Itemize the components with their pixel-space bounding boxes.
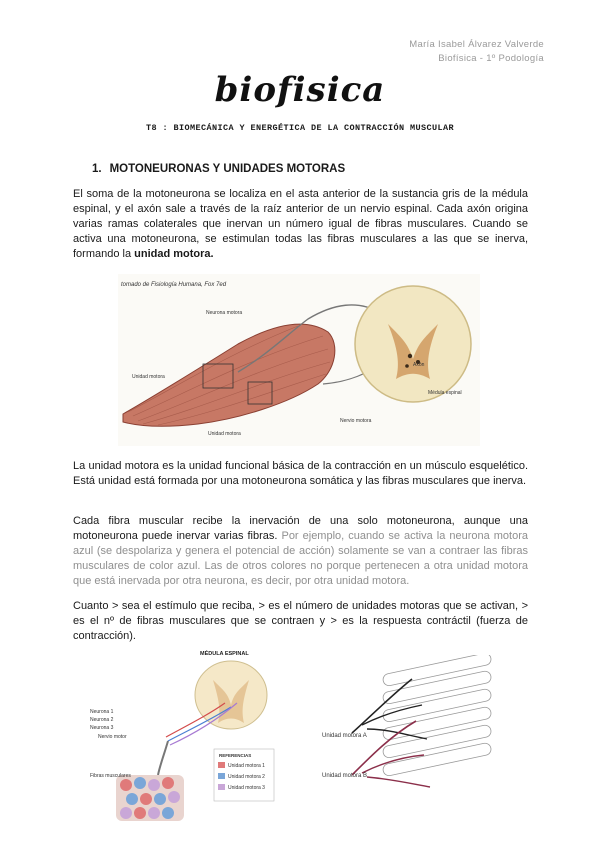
- paragraph-1-text: El soma de la motoneurona se localiza en el asta anterior de la sustancia gris de la médula espinal, y el axón sale a través de la raíz anterior de un nervio espinal. Cada axón origina varias ramas colaterales que inervan un número igual de fibras musculares. Cuando se activa una motoneurona, se estimulan todas las fibras musculares a las que se inerva, formando la: [73, 188, 528, 260]
- neurona-1-label: Neurona 1: [90, 709, 114, 715]
- paragraph-1-bold: unidad motora.: [134, 248, 214, 260]
- section-number: 1.: [92, 163, 102, 175]
- nervio-label: Nervio motora: [340, 418, 372, 424]
- paragraph-2: La unidad motora es la unidad funcional básica de la contracción en un músculo esquelético. Está unidad está formada por una motoneurona somática y las fibras musculares que inerva.: [73, 460, 528, 487]
- legend-swatch-2: [218, 773, 225, 779]
- neurona-2-label: Neurona 2: [90, 717, 114, 723]
- legend-title: REFERENCIAS: [219, 753, 252, 758]
- legend-label-2: Unidad motora 2: [228, 774, 265, 780]
- course-name: Biofísica - 1º Podología: [438, 53, 544, 64]
- motor-unit-figure: [118, 274, 480, 446]
- paragraph-1: [73, 187, 528, 262]
- medula-label: Médula espinal: [428, 390, 462, 396]
- page-header: [409, 38, 544, 66]
- axon-label: Axón: [413, 362, 425, 368]
- legend-swatch-1: [218, 762, 225, 768]
- fibras-label: Fibras musculares: [90, 773, 131, 779]
- unidad-bottom-label: Unidad motora: [208, 431, 241, 437]
- legend-label-1: Unidad motora 1: [228, 763, 265, 769]
- document-subtitle: T8 : BIOMECÁNICA Y ENERGÉTICA DE LA CONTRACCIÓN MUSCULAR: [145, 123, 455, 133]
- legend-label-3: Unidad motora 3: [228, 785, 265, 791]
- paragraph-3-example: Por ejemplo, cuando se activa la neurona motora azul (se despolariza y genera el potencial de acción) solamente se van a contraer las fibras musculares de color azul. Las de otros colores no porque pertenecen a otra unidad motora que está inervada por otra neurona, es decir, por otra unidad motora.: [73, 530, 528, 587]
- paragraph-4: Cuanto > sea el estímulo que reciba, > es el número de unidades motoras que se activan, > es el nº de fibras musculares que se contraen y > es la respuesta contráctil (fuerza de contracción).: [73, 600, 528, 642]
- unidad-b-label: Unidad motora B: [322, 773, 368, 779]
- section-title: MOTONEURONAS Y UNIDADES MOTORAS: [109, 163, 346, 175]
- legend-swatch-3: [218, 784, 225, 790]
- figure2-title: MÉDULA ESPINAL: [200, 651, 249, 657]
- neurona-3-label: Neurona 3: [90, 725, 114, 731]
- neurona-label: Neurona motora: [206, 310, 243, 316]
- figure1-caption: tomado de Fisiología Humana, Fox 7ed: [121, 282, 227, 288]
- author-name: María Isabel Álvarez Valverde: [409, 39, 544, 50]
- unidad-left-label: Unidad motora: [132, 374, 165, 380]
- paragraph-3-main: Cada fibra muscular recibe la inervación de una solo motoneurona, aunque una motoneurona puede inervar varias fibras.: [73, 515, 528, 542]
- section-heading: [92, 163, 353, 175]
- nervio-motor-label: Nervio motor: [98, 734, 127, 740]
- paragraph-3: [73, 514, 528, 589]
- logo-title: biofisica: [214, 70, 386, 110]
- spinal-cord-figure: [88, 645, 280, 823]
- unidad-a-label: Unidad motora A: [322, 733, 367, 739]
- motor-units-ab-figure: [312, 655, 500, 805]
